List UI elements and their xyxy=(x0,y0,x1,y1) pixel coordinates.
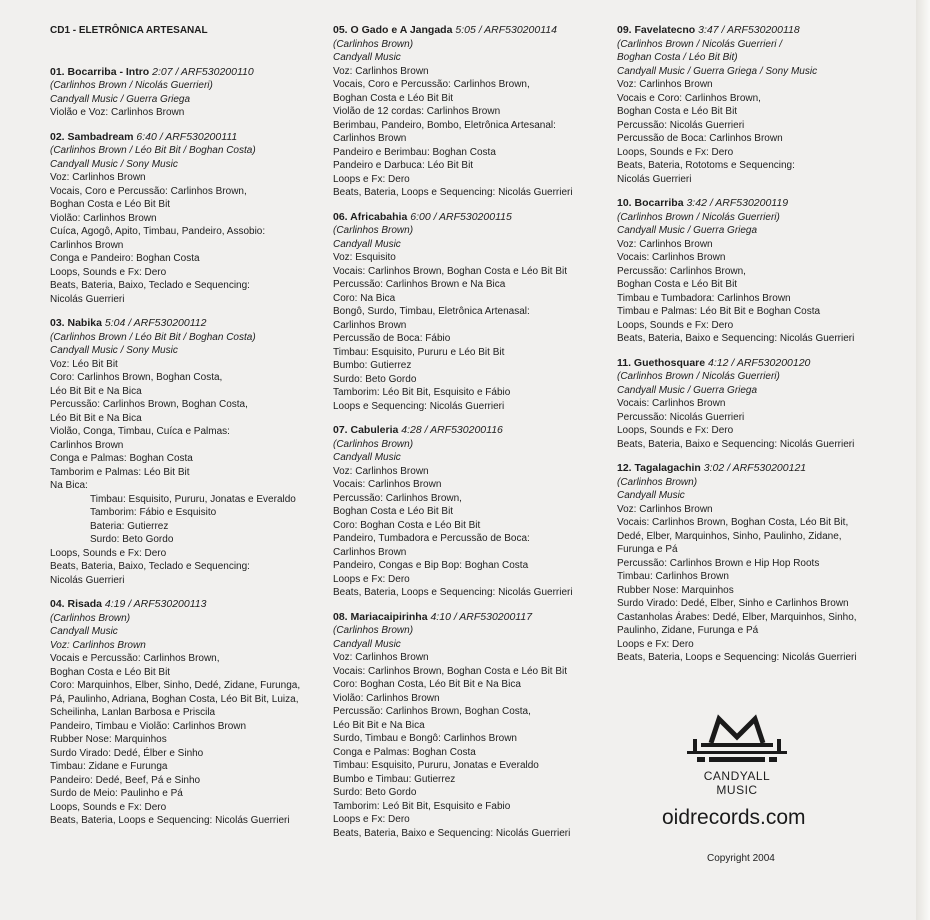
track-credit: Vocais: Carlinhos Brown, Boghan Costa e Léo Bit Bit xyxy=(333,265,568,277)
track-credit: Violão, Conga, Timbau, Cuíca e Palmas: xyxy=(50,426,230,437)
track-title: 08. Mariacaipirinha xyxy=(333,610,428,623)
track-credit: Voz: Carlinhos Brown xyxy=(333,465,429,477)
track-title: 05. O Gado e A Jangada xyxy=(333,24,453,36)
track-credit: Castanholas Árabes: Dedé, Elber, Marquinhos, Sinho, xyxy=(617,611,857,623)
track-credit: Timbau: Zidane e Furunga xyxy=(50,761,168,772)
track-credit: Percussão: Nicolás Guerrieri xyxy=(617,411,745,423)
track-credit: Furunga e Pá xyxy=(617,544,678,555)
track-credit-italic: (Carlinhos Brown / Nicolás Guerrieri) xyxy=(617,371,780,382)
track-duration-isrc: 3:02 / ARF530200121 xyxy=(703,462,807,474)
track-credit: Bumbo: Gutierrez xyxy=(333,360,412,371)
track-title: 03. Nabika xyxy=(50,317,102,329)
track-credit: Rubber Nose: Marquinhos xyxy=(50,734,167,745)
track-credit: Voz: Léo Bit Bit xyxy=(50,358,118,370)
track-credit-italic: (Carlinhos Brown) xyxy=(617,476,698,488)
track-credit: Berimbau, Pandeiro, Bombo, Eletrônica Artesanal: xyxy=(333,119,556,131)
track-entry xyxy=(50,317,320,587)
track-credit: Rubber Nose: Marquinhos xyxy=(617,584,734,596)
track-heading xyxy=(50,598,320,612)
track-credit-italic: Boghan Costa / Léo Bit Bit) xyxy=(617,52,738,63)
track-credit: Carlinhos Brown xyxy=(50,439,124,451)
track-credit: Loops e Sequencing: Nicolás Guerrieri xyxy=(333,400,505,412)
track-entry xyxy=(617,197,897,346)
track-credit: Violão de 12 cordas: Carlinhos Brown xyxy=(333,106,501,117)
track-credit: Percussão de Boca: Carlinhos Brown xyxy=(617,133,783,144)
track-title: 06. Africabahia xyxy=(333,210,408,223)
track-credit: Coro: Carlinhos Brown, Boghan Costa, xyxy=(50,372,223,383)
track-credit: Beats, Bateria, Baixo e Sequencing: Nicolás Guerrieri xyxy=(333,827,571,839)
track-title: 09. Favelatecno xyxy=(617,24,696,36)
track-credit: Scheilinha, Lanlan Barbosa e Priscila xyxy=(50,707,216,718)
track-credit: Voz: Carlinhos Brown xyxy=(617,79,713,90)
track-credit: Beats, Bateria, Loops e Sequencing: Nicolás Guerrieri xyxy=(617,652,857,663)
track-credit: Loops, Sounds e Fx: Dero xyxy=(617,146,734,158)
track-credit: Loops e Fx: Dero xyxy=(333,173,410,185)
track-credit: Voz: Carlinhos Brown xyxy=(333,65,429,77)
track-heading xyxy=(50,317,320,331)
track-credit: Voz: Esquisito xyxy=(333,252,396,263)
track-credit: Boghan Costa e Léo Bit Bit xyxy=(333,92,454,104)
track-heading xyxy=(50,131,320,145)
track-credit: Voz: Carlinhos Brown xyxy=(50,172,146,183)
track-heading xyxy=(617,357,897,371)
track-credit: Voz: Carlinhos Brown xyxy=(617,238,713,250)
track-credit-italic: Candyall Music xyxy=(333,638,401,650)
track-credit-italic: Candyall Music xyxy=(617,490,685,501)
track-credit-italic: Candyall Music / Guerra Griega xyxy=(617,384,758,396)
track-credit: Vocais: Carlinhos Brown xyxy=(617,252,726,263)
track-credit: Tamborim: Fábio e Esquisito xyxy=(90,507,217,518)
track-duration-isrc: 3:42 / ARF530200119 xyxy=(686,197,789,209)
track-entry xyxy=(617,24,897,186)
track-credit: Léo Bit Bit e Na Bica xyxy=(50,385,142,397)
track-credit: Pandeiro, Tumbadora e Percussão de Boca: xyxy=(333,533,530,544)
track-entry xyxy=(50,131,320,307)
track-credit: Coro: Na Bica xyxy=(333,292,396,304)
track-title: 12. Tagalagachin xyxy=(617,462,701,474)
track-heading xyxy=(617,462,897,476)
track-credit-italic: (Carlinhos Brown / Nicolás Guerrieri) xyxy=(50,80,213,91)
track-credit-italic: Candyall Music / Sony Music xyxy=(50,345,178,356)
track-credit: Loops e Fx: Dero xyxy=(333,814,410,825)
track-heading xyxy=(50,66,320,80)
track-credit: Timbau: Carlinhos Brown xyxy=(617,571,729,582)
track-heading xyxy=(333,24,608,38)
track-credit: Vocais: Carlinhos Brown, Boghan Costa, Léo Bit Bit, xyxy=(617,517,849,528)
track-credit-italic: (Carlinhos Brown / Léo Bit Bit / Boghan Costa) xyxy=(50,331,256,343)
track-credit: Pá, Paulinho, Adriana, Boghan Costa, Léo Bit Bit, Luiza, xyxy=(50,693,299,705)
track-credit: Voz: Carlinhos Brown xyxy=(333,652,429,663)
track-credit: Loops e Fx: Dero xyxy=(333,573,410,585)
track-column-2 xyxy=(333,24,608,851)
track-credit-italic: (Carlinhos Brown) xyxy=(333,38,414,50)
track-credit: Carlinhos Brown xyxy=(333,133,407,144)
track-credit: Violão: Carlinhos Brown xyxy=(333,692,440,704)
track-credit: Cuíca, Agogô, Apito, Timbau, Pandeiro, Assobio: xyxy=(50,226,266,237)
track-credit-italic: (Carlinhos Brown / Nicolás Guerrieri) xyxy=(617,211,780,223)
track-credit: Conga e Palmas: Boghan Costa xyxy=(333,746,476,758)
track-title: 02. Sambadream xyxy=(50,130,134,143)
track-credit: Pandeiro, Congas e Bip Bop: Boghan Costa xyxy=(333,560,529,571)
track-credit: Coro: Boghan Costa e Léo Bit Bit xyxy=(333,519,481,531)
track-credit-italic: Candyall Music xyxy=(333,238,401,250)
track-credit-italic: (Carlinhos Brown) xyxy=(333,625,414,636)
track-credit: Loops, Sounds e Fx: Dero xyxy=(50,547,167,559)
track-credit-italic: Candyall Music / Sony Music xyxy=(50,158,178,170)
track-entry xyxy=(617,357,897,452)
track-credit: Tamborim: Léo Bit Bit, Esquisito e Fábio xyxy=(333,387,511,398)
track-duration-isrc: 4:10 / ARF530200117 xyxy=(430,610,533,623)
track-heading xyxy=(617,197,897,211)
track-credit: Surdo, Timbau e Bongô: Carlinhos Brown xyxy=(333,733,517,744)
booklet-spine-shadow xyxy=(916,0,930,920)
track-entry xyxy=(50,598,320,828)
track-entry xyxy=(333,424,608,600)
track-title: 04. Risada xyxy=(50,598,102,610)
track-heading xyxy=(617,24,897,38)
track-entry xyxy=(617,462,897,665)
website-link[interactable]: oidrecords.com xyxy=(662,806,806,829)
track-credit: Bumbo e Timbau: Gutierrez xyxy=(333,773,456,785)
track-credit: Voz: Carlinhos Brown xyxy=(617,503,713,515)
track-credit: Percussão: Nicolás Guerrieri xyxy=(617,119,745,131)
track-entry xyxy=(333,611,608,841)
track-credit: Bateria: Gutierrez xyxy=(90,520,169,532)
track-credit: Conga e Palmas: Boghan Costa xyxy=(50,453,193,464)
track-credit: Percussão de Boca: Fábio xyxy=(333,333,451,344)
track-credit: Timbau e Tumbadora: Carlinhos Brown xyxy=(617,292,791,304)
track-credit: Vocais: Carlinhos Brown, Boghan Costa e Léo Bit Bit xyxy=(333,665,568,677)
track-credit-italic: (Carlinhos Brown / Nicolás Guerrieri / xyxy=(617,38,783,50)
track-credit-italic: Candyall Music xyxy=(333,52,401,63)
track-credit: Beats, Bateria, Baixo e Sequencing: Nicolás Guerrieri xyxy=(617,438,855,450)
track-heading xyxy=(333,211,608,225)
track-credit: Boghan Costa e Léo Bit Bit xyxy=(50,666,171,678)
track-credit: Beats, Bateria, Loops e Sequencing: Nicolás Guerrieri xyxy=(333,187,573,198)
track-credit: Vocais e Coro: Carlinhos Brown, xyxy=(617,92,761,104)
track-entry xyxy=(333,211,608,414)
track-duration-isrc: 6:40 / ARF530200111 xyxy=(136,130,238,143)
track-credit: Boghan Costa e Léo Bit Bit xyxy=(50,199,171,210)
logo-label: CANDYALL MUSIC xyxy=(703,769,771,797)
track-credit: Paulinho, Zidane, Furunga e Pá xyxy=(617,625,759,636)
track-credit-italic: Candyall Music / Guerra Griega xyxy=(50,93,191,105)
track-credit: Loops, Sounds e Fx: Dero xyxy=(50,266,167,278)
track-credit-italic: (Carlinhos Brown) xyxy=(333,225,414,236)
track-credit: Boghan Costa e Léo Bit Bit xyxy=(333,506,454,517)
track-credit: Conga e Pandeiro: Boghan Costa xyxy=(50,253,200,264)
track-entry xyxy=(50,66,320,120)
track-credit: Beats, Bateria, Baixo e Sequencing: Nicolás Guerrieri xyxy=(617,333,855,344)
track-credit: Nicolás Guerrieri xyxy=(617,173,692,185)
track-title: 10. Bocarriba xyxy=(617,197,684,209)
track-credit: Bongô, Surdo, Timbau, Eletrônica Artenasal: xyxy=(333,306,530,317)
track-credit: Pandeiro e Berimbau: Boghan Costa xyxy=(333,146,496,158)
track-credit-italic: Candyall Music xyxy=(50,626,118,637)
track-duration-isrc: 6:00 / ARF530200115 xyxy=(410,210,512,223)
track-credit: Dedé, Elber, Marquinhos, Sinho, Paulinho, Zidane, xyxy=(617,530,842,542)
track-duration-isrc: 5:05 / ARF530200114 xyxy=(455,24,557,36)
track-duration-isrc: 5:04 / ARF530200112 xyxy=(104,317,207,329)
track-credit: Boghan Costa e Léo Bit Bit xyxy=(617,106,738,117)
track-credit: Violão e Voz: Carlinhos Brown xyxy=(50,107,185,118)
track-credit: Timbau: Esquisito, Pururu e Léo Bit Bit xyxy=(333,346,505,358)
track-credit-italic: (Carlinhos Brown) xyxy=(333,438,414,450)
track-credit: Carlinhos Brown xyxy=(333,319,407,331)
track-credit: Vocais, Coro e Percussão: Carlinhos Brown, xyxy=(333,79,530,90)
track-credit: Tamborim: Leó Bit Bit, Esquisito e Fabio xyxy=(333,800,511,812)
track-credit: Surdo: Beto Gordo xyxy=(90,534,174,545)
track-credit-italic: (Carlinhos Brown) xyxy=(50,612,131,624)
track-credit: Percussão: Carlinhos Brown, xyxy=(333,492,462,504)
track-credit-italic: Voz: Carlinhos Brown xyxy=(50,639,146,651)
track-credit: Percussão: Carlinhos Brown, Boghan Costa, xyxy=(333,706,531,717)
track-title: 11. Guethosquare xyxy=(617,356,706,369)
track-duration-isrc: 4:12 / ARF530200120 xyxy=(708,356,811,369)
track-credit: Percussão: Carlinhos Brown, Boghan Costa, xyxy=(50,399,248,410)
track-credit: Carlinhos Brown xyxy=(50,239,124,251)
track-credit: Vocais, Coro e Percussão: Carlinhos Brown, xyxy=(50,185,247,197)
track-duration-isrc: 2:07 / ARF530200110 xyxy=(152,65,254,78)
track-credit: Surdo de Meio: Paulinho e Pá xyxy=(50,788,183,799)
track-credit: Percussão: Carlinhos Brown, xyxy=(617,265,746,277)
track-credit: Violão: Carlinhos Brown xyxy=(50,212,157,224)
track-credit-italic: Candyall Music / Guerra Griega / Sony Music xyxy=(617,65,818,77)
track-credit: Timbau: Esquisito, Pururu, Jonatas e Everaldo xyxy=(333,760,539,771)
track-credit: Léo Bit Bit e Na Bica xyxy=(333,719,425,731)
track-credit-italic: Candyall Music / Guerra Griega xyxy=(617,225,758,236)
track-credit: Beats, Bateria, Baixo, Teclado e Sequencing: xyxy=(50,280,250,291)
track-column-1 xyxy=(50,24,320,839)
track-duration-isrc: 3:47 / ARF530200118 xyxy=(698,24,800,36)
track-credit: Surdo: Beto Gordo xyxy=(333,373,417,385)
track-credit: Beats, Bateria, Loops e Sequencing: Nicolás Guerrieri xyxy=(50,815,290,826)
copyright-text: Copyright 2004 xyxy=(707,853,775,864)
track-column-3 xyxy=(617,24,897,676)
track-heading xyxy=(333,611,608,625)
track-credit: Beats, Bateria, Baixo, Teclado e Sequencing: xyxy=(50,561,250,572)
track-credit: Percussão: Carlinhos Brown e Hip Hop Roots xyxy=(617,557,820,569)
track-credit: Surdo: Beto Gordo xyxy=(333,787,417,798)
track-credit-italic: Candyall Music xyxy=(333,452,401,463)
track-credit: Loops, Sounds e Fx: Dero xyxy=(617,319,734,331)
track-credit: Loops e Fx: Dero xyxy=(617,638,694,650)
track-credit: Beats, Bateria, Rototoms e Sequencing: xyxy=(617,160,795,171)
track-credit: Vocais: Carlinhos Brown xyxy=(333,479,442,490)
track-credit: Coro: Boghan Costa, Léo Bit Bit e Na Bica xyxy=(333,679,521,690)
track-title: 07. Cabuleria xyxy=(333,424,399,436)
cd-title: CD1 - ELETRÔNICA ARTESANAL xyxy=(50,25,208,36)
track-credit: Surdo Virado: Dedé, Elber, Sinho e Carlinhos Brown xyxy=(617,598,849,609)
track-credit: Pandeiro: Dedé, Beef, Pá e Sinho xyxy=(50,774,201,786)
track-credit: Pandeiro e Darbuca: Léo Bit Bit xyxy=(333,160,474,171)
track-credit: Timbau: Esquisito, Pururu, Jonatas e Everaldo xyxy=(90,493,296,505)
track-credit: Coro: Marquinhos, Elber, Sinho, Dedé, Zidane, Furunga, xyxy=(50,680,301,691)
candyall-crown-icon xyxy=(687,713,787,767)
track-credit: Carlinhos Brown xyxy=(333,546,407,558)
track-duration-isrc: 4:28 / ARF530200116 xyxy=(401,424,503,436)
track-duration-isrc: 4:19 / ARF530200113 xyxy=(104,598,207,610)
track-heading xyxy=(333,424,608,438)
track-credit: Pandeiro, Timbau e Violão: Carlinhos Brown xyxy=(50,720,247,732)
track-credit: Tamborim e Palmas: Léo Bit Bit xyxy=(50,466,190,478)
track-credit: Nicolás Guerrieri xyxy=(50,293,125,305)
track-credit: Boghan Costa e Léo Bit Bit xyxy=(617,279,738,290)
track-credit: Loops, Sounds e Fx: Dero xyxy=(617,425,734,436)
track-credit: Beats, Bateria, Loops e Sequencing: Nicolás Guerrieri xyxy=(333,587,573,598)
track-credit: Nicolás Guerrieri xyxy=(50,574,125,586)
track-credit: Loops, Sounds e Fx: Dero xyxy=(50,801,167,813)
track-credit: Vocais e Percussão: Carlinhos Brown, xyxy=(50,653,220,664)
track-credit: Surdo Virado: Dedé, Élber e Sinho xyxy=(50,747,204,759)
track-entry xyxy=(333,24,608,200)
track-credit: Vocais: Carlinhos Brown xyxy=(617,398,726,409)
track-title: 01. Bocarriba - Intro xyxy=(50,65,150,78)
track-credit: Timbau e Palmas: Léo Bit Bit e Boghan Costa xyxy=(617,306,821,317)
track-credit: Percussão: Carlinhos Brown e Na Bica xyxy=(333,279,506,290)
track-credit-italic: (Carlinhos Brown / Léo Bit Bit / Boghan Costa) xyxy=(50,145,256,156)
sub-credit-group xyxy=(50,493,320,547)
track-credit: Léo Bit Bit e Na Bica xyxy=(50,412,142,424)
track-credit: Na Bica: xyxy=(50,480,88,491)
candyall-music-logo xyxy=(682,713,792,797)
